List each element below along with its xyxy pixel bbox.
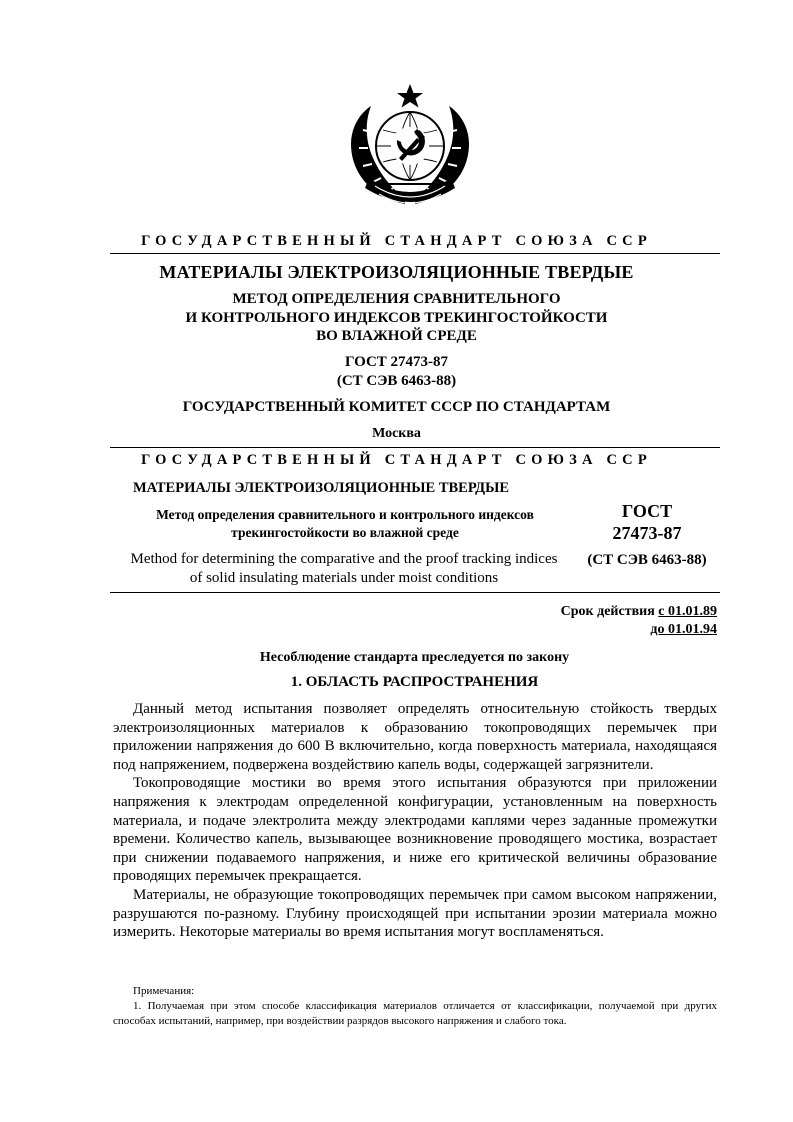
ru-title-line: трекингостойкости во влажной среде — [231, 525, 459, 540]
sev-number: (СТ СЭВ 6463-88) — [336, 372, 457, 389]
state-standard-title-header: ГОСУДАРСТВЕННЫЙ СТАНДАРТ СОЮЗА ССР — [141, 452, 652, 468]
emblem-star — [397, 84, 423, 108]
header-russian-title — [113, 506, 577, 542]
notes-title: Примечания: — [133, 985, 195, 997]
note-item: 1. Получаемая при этом способе классификация материалов отличается от классификации, получаемой при других способах испытаний, например, при воздействии разрядов высокого напряжения и слабого тока. — [113, 1000, 717, 1027]
header-title: МАТЕРИАЛЫ ЭЛЕКТРОИЗОЛЯЦИОННЫЕ ТВЕРДЫЕ — [133, 480, 510, 496]
subtitle-line: МЕТОД ОПРЕДЕЛЕНИЯ СРАВНИТЕЛЬНОГО — [232, 291, 561, 307]
validity-from: с 01.01.89 — [658, 604, 717, 619]
divider — [110, 447, 720, 448]
en-title-line: Method for determining the comparative and the proof tracking indices — [130, 551, 558, 567]
paragraph: Материалы, не образующие токопроводящих перемычек при самом высоком напряжении, разрушаются по-разному. Глубину происходящей при испытании эрозии материала можно измерить. Некоторые материалы во время испытания могут воспламеняться. — [113, 886, 717, 941]
gost-label: ГОСТ — [621, 501, 673, 521]
header-gost — [582, 500, 712, 544]
ussr-emblem — [345, 82, 475, 218]
section-body — [113, 700, 717, 942]
city: Москва — [372, 426, 421, 441]
en-title-line: of solid insulating materials under moist conditions — [189, 570, 499, 586]
validity-label: Срок действия — [560, 604, 655, 619]
divider — [110, 592, 720, 593]
state-standard-title: ГОСУДАРСТВЕННЫЙ СТАНДАРТ СОЮЗА ССР — [141, 233, 652, 249]
law-notice: Несоблюдение стандарта преследуется по закону — [259, 650, 570, 665]
notes — [113, 984, 717, 1029]
header-english-title — [106, 550, 582, 588]
paragraph: Данный метод испытания позволяет определять относительную стойкость твердых электроизоляционных материалов к образованию токопроводящих перемычек при приложении напряжения до 600 В включительно, когда поверхность материала, находящаяся под напряжением, подвержена воздействию капель воды, содержащей загрязнители. — [113, 701, 717, 773]
hammer-sickle-icon — [391, 127, 429, 165]
divider — [110, 253, 720, 254]
paragraph: Токопроводящие мостики во время этого испытания образуются при приложении напряжения к электродам определенной конфигурации, установленным на поверхность материала, и подаче электролита между электродами каплями через заданные промежутки времени. Количество капель, вызывающее возникновение проводящего мостика, возрастает при снижении подаваемого напряжения, и ниже его критической величины образование проводящих перемычек прекращается. — [113, 775, 717, 885]
ru-title-line: Метод определения сравнительного и контрольного индексов — [156, 507, 534, 522]
validity-to: до 01.01.94 — [650, 622, 717, 637]
committee: ГОСУДАРСТВЕННЫЙ КОМИТЕТ СССР ПО СТАНДАРТАМ — [182, 399, 611, 415]
subtitle-line: ВО ВЛАЖНОЙ СРЕДЕ — [316, 328, 477, 344]
validity-period — [561, 603, 717, 639]
gost-number: 27473-87 — [612, 523, 682, 543]
section-heading: 1. ОБЛАСТЬ РАСПРОСТРАНЕНИЯ — [290, 674, 539, 690]
main-title: МАТЕРИАЛЫ ЭЛЕКТРОИЗОЛЯЦИОННЫЕ ТВЕРДЫЕ — [159, 262, 634, 282]
subtitle-line: И КОНТРОЛЬНОГО ИНДЕКСОВ ТРЕКИНГОСТОЙКОСТИ — [185, 309, 608, 326]
gost-number: ГОСТ 27473-87 — [344, 354, 449, 370]
subtitle — [0, 290, 793, 346]
standard-numbers — [0, 353, 793, 390]
header-sev: (СТ СЭВ 6463-88) — [587, 552, 707, 568]
